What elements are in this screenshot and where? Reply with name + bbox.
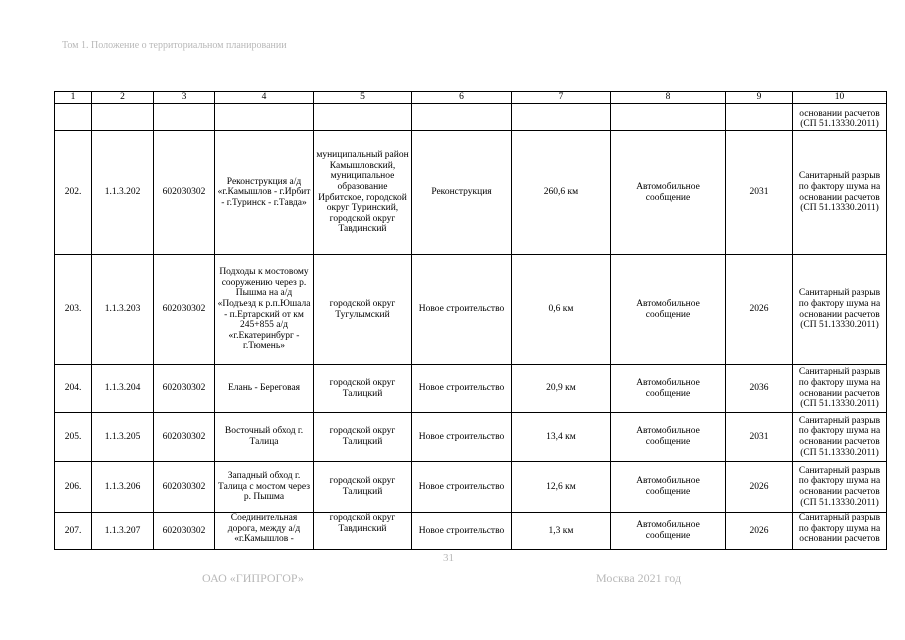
row-year: 2026 [726, 513, 793, 550]
column-header: 9 [726, 92, 793, 104]
row-location: муниципальный район Камышловский, муниципальное образование Ирбитское, городской округ Туринский, городской округ Тавдинский [314, 131, 412, 255]
row-zone: Санитарный разрыв по фактору шума на основании расчетов (СП 51.13330.2011) [793, 413, 887, 462]
row-year: 2036 [726, 365, 793, 413]
column-header: 5 [314, 92, 412, 104]
column-number-row [55, 92, 887, 104]
row-purpose: Автомобильное сообщение [611, 462, 726, 513]
table-row [55, 255, 887, 365]
row-code: 1.1.3.202 [92, 131, 154, 255]
table-cell: основании расчетов (СП 51.13330.2011) [793, 104, 887, 131]
row-type: Новое строительство [412, 413, 512, 462]
column-header: 7 [512, 92, 611, 104]
row-name: Реконструкция а/д «г.Камышлов - г.Ирбит - г.Туринск - г.Тавда» [215, 131, 314, 255]
row-number: 204. [55, 365, 92, 413]
row-type: Новое строительство [412, 462, 512, 513]
row-name: Елань - Береговая [215, 365, 314, 413]
footer-company: ОАО «ГИПРОГОР» [202, 571, 304, 585]
row-code: 1.1.3.205 [92, 413, 154, 462]
row-purpose: Автомобильное сообщение [611, 413, 726, 462]
table-cell [92, 104, 154, 131]
row-type: Новое строительство [412, 365, 512, 413]
row-id: 602030302 [154, 131, 215, 255]
table-cell [611, 104, 726, 131]
row-number: 207. [55, 513, 92, 550]
row-code: 1.1.3.206 [92, 462, 154, 513]
column-header: 10 [793, 92, 887, 104]
table-row [55, 513, 887, 550]
table-cell [412, 104, 512, 131]
column-header: 4 [215, 92, 314, 104]
row-year: 2031 [726, 413, 793, 462]
row-length: 12,6 км [512, 462, 611, 513]
row-length: 260,6 км [512, 131, 611, 255]
row-code: 1.1.3.207 [92, 513, 154, 550]
row-type: Реконструкция [412, 131, 512, 255]
row-code: 1.1.3.203 [92, 255, 154, 365]
row-id: 602030302 [154, 513, 215, 550]
row-length: 1,3 км [512, 513, 611, 550]
column-header: 6 [412, 92, 512, 104]
table-cell [215, 104, 314, 131]
row-length: 0,6 км [512, 255, 611, 365]
column-header: 2 [92, 92, 154, 104]
row-id: 602030302 [154, 462, 215, 513]
table-cell [512, 104, 611, 131]
column-header: 1 [55, 92, 92, 104]
row-id: 602030302 [154, 365, 215, 413]
row-type: Новое строительство [412, 513, 512, 550]
row-zone: Санитарный разрыв по фактору шума на основании расчетов (СП 51.13330.2011) [793, 255, 887, 365]
row-zone: Санитарный разрыв по фактору шума на основании расчетов [793, 513, 887, 550]
row-purpose: Автомобильное сообщение [611, 513, 726, 550]
row-number: 205. [55, 413, 92, 462]
row-year: 2031 [726, 131, 793, 255]
row-location: городской округ Тавдинский [314, 513, 412, 550]
row-zone: Санитарный разрыв по фактору шума на основании расчетов (СП 51.13330.2011) [793, 462, 887, 513]
row-length: 20,9 км [512, 365, 611, 413]
row-name: Западный обход г. Талица с мостом через р. Пышма [215, 462, 314, 513]
row-name: Подходы к мостовому сооружению через р. Пышма на а/д «Подъезд к р.п.Юшала - п.Ертарский от км 245+855 а/д «г.Екатеринбург - г.Тюмень» [215, 255, 314, 365]
table-cell [726, 104, 793, 131]
table-row [55, 462, 887, 513]
row-year: 2026 [726, 255, 793, 365]
row-number: 202. [55, 131, 92, 255]
row-type: Новое строительство [412, 255, 512, 365]
page-number: 31 [443, 552, 454, 564]
row-purpose: Автомобильное сообщение [611, 365, 726, 413]
row-id: 602030302 [154, 255, 215, 365]
table-cell [314, 104, 412, 131]
table-cell [154, 104, 215, 131]
row-length: 13,4 км [512, 413, 611, 462]
row-purpose: Автомобильное сообщение [611, 131, 726, 255]
row-zone: Санитарный разрыв по фактору шума на основании расчетов (СП 51.13330.2011) [793, 365, 887, 413]
row-location: городской округ Талицкий [314, 462, 412, 513]
document-header: Том 1. Положение о территориальном планировании [62, 40, 287, 51]
row-id: 602030302 [154, 413, 215, 462]
row-zone: Санитарный разрыв по фактору шума на основании расчетов (СП 51.13330.2011) [793, 131, 887, 255]
row-location: городской округ Тугулымский [314, 255, 412, 365]
column-header: 8 [611, 92, 726, 104]
table-row [55, 131, 887, 255]
row-number: 206. [55, 462, 92, 513]
row-location: городской округ Талицкий [314, 365, 412, 413]
continuation-row [55, 104, 887, 131]
row-location: городской округ Талицкий [314, 413, 412, 462]
footer-place-year: Москва 2021 год [596, 571, 682, 585]
table-cell [55, 104, 92, 131]
planning-table [54, 91, 887, 550]
row-number: 203. [55, 255, 92, 365]
table-row [55, 365, 887, 413]
row-purpose: Автомобильное сообщение [611, 255, 726, 365]
row-name: Соединительная дорога, между а/д «г.Камышлов - [215, 513, 314, 550]
row-name: Восточный обход г. Талица [215, 413, 314, 462]
row-year: 2026 [726, 462, 793, 513]
table-row [55, 413, 887, 462]
row-code: 1.1.3.204 [92, 365, 154, 413]
column-header: 3 [154, 92, 215, 104]
